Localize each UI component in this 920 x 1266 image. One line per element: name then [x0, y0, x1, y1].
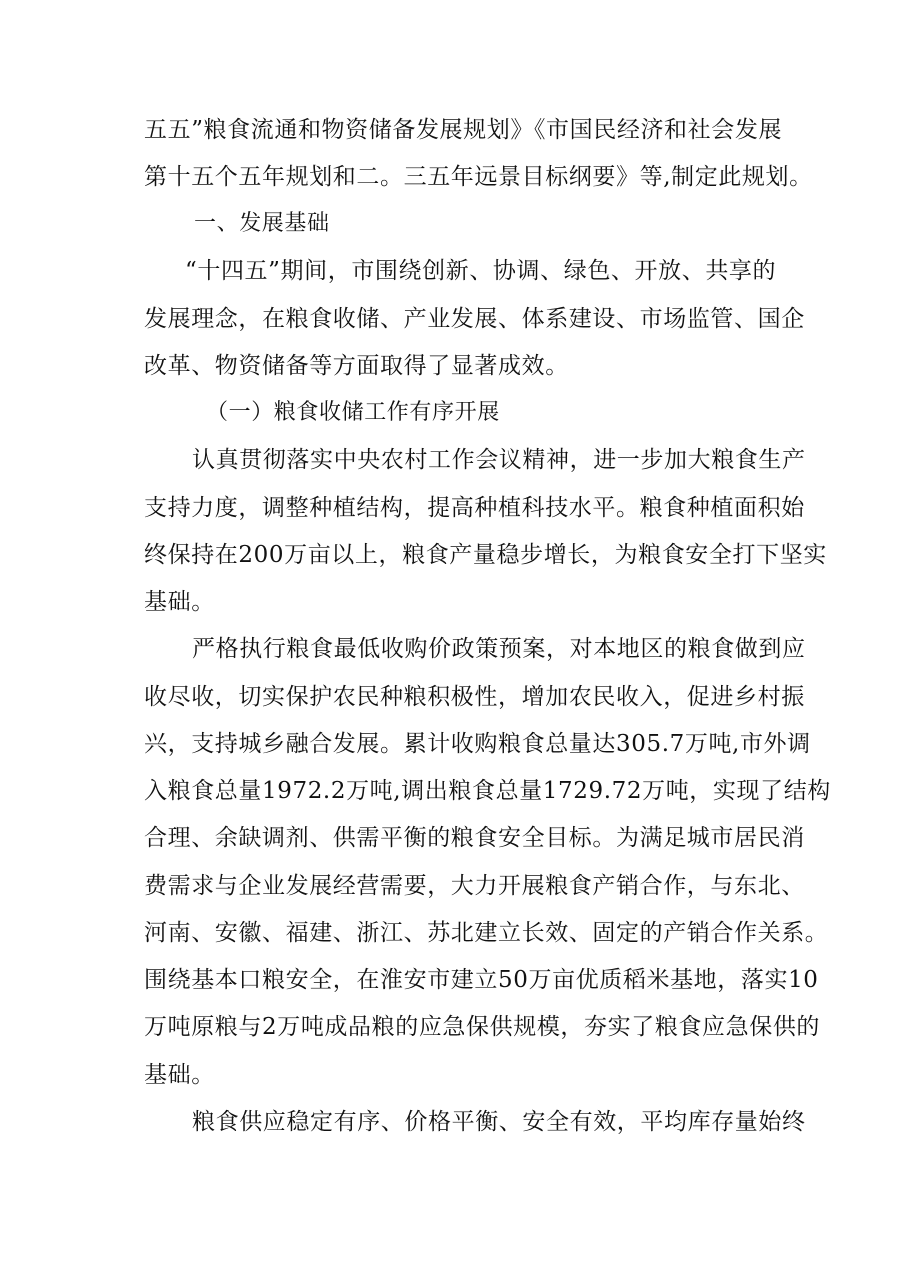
paragraph-line: 发展理念，在粮食收储、产业发展、体系建设、市场监管、国企 — [144, 306, 805, 332]
paragraph-line: 基础。 — [144, 1062, 215, 1088]
paragraph-line: 五五”粮食流通和物资储备发展规划》《市国民经济和社会发展 — [144, 117, 783, 143]
section-heading: 一、发展基础 — [194, 211, 330, 236]
paragraph-line: 费需求与企业发展经营需要，大力开展粮食产销合作，与东北、 — [144, 873, 805, 899]
paragraph-line: 认真贯彻落实中央农村工作会议精神，进一步加大粮食生产 — [192, 447, 806, 473]
paragraph-line: 万吨原粮与2万吨成品粮的应急保供规模，夯实了粮食应急保供的 — [144, 1014, 821, 1040]
paragraph-line: 基础。 — [144, 589, 215, 615]
paragraph-line: 兴，支持城乡融合发展。累计收购粮食总量达305.7万吨,市外调 — [144, 731, 811, 757]
paragraph-line: 终保持在200万亩以上，粮食产量稳步增长，为粮食安全打下坚实 — [144, 542, 827, 568]
paragraph-line: 河南、安徽、福建、浙江、苏北建立长效、固定的产销合作关系。 — [144, 920, 829, 946]
paragraph-line: 支持力度，调整种植结构，提高种植科技水平。粮食种植面积始 — [144, 495, 805, 521]
paragraph-line: 改革、物资储备等方面取得了显著成效。 — [144, 353, 569, 379]
paragraph-line: 粮食供应稳定有序、价格平衡、安全有效，平均库存量始终 — [192, 1109, 806, 1135]
paragraph-line: 严格执行粮食最低收购价政策预案，对本地区的粮食做到应 — [192, 636, 806, 662]
paragraph-line: 入粮食总量1972.2万吨,调出粮食总量1729.72万吨，实现了结构 — [144, 778, 831, 804]
paragraph-line: 第十五个五年规划和二。三五年远景目标纲要》等,制定此规划。 — [144, 164, 813, 190]
paragraph-line: 合理、余缺调剂、供需平衡的粮食安全目标。为满足城市居民消 — [144, 825, 805, 851]
subsection-heading: （一）粮食收储工作有序开展 — [206, 400, 500, 425]
paragraph-line: 围绕基本口粮安全，在淮安市建立50万亩优质稻米基地，落实10 — [144, 967, 819, 993]
paragraph-line: “十四五”期间，市围绕创新、协调、绿色、开放、共享的 — [185, 258, 777, 284]
paragraph-line: 收尽收，切实保护农民种粮积极性，增加农民收入，促进乡村振 — [144, 684, 805, 710]
